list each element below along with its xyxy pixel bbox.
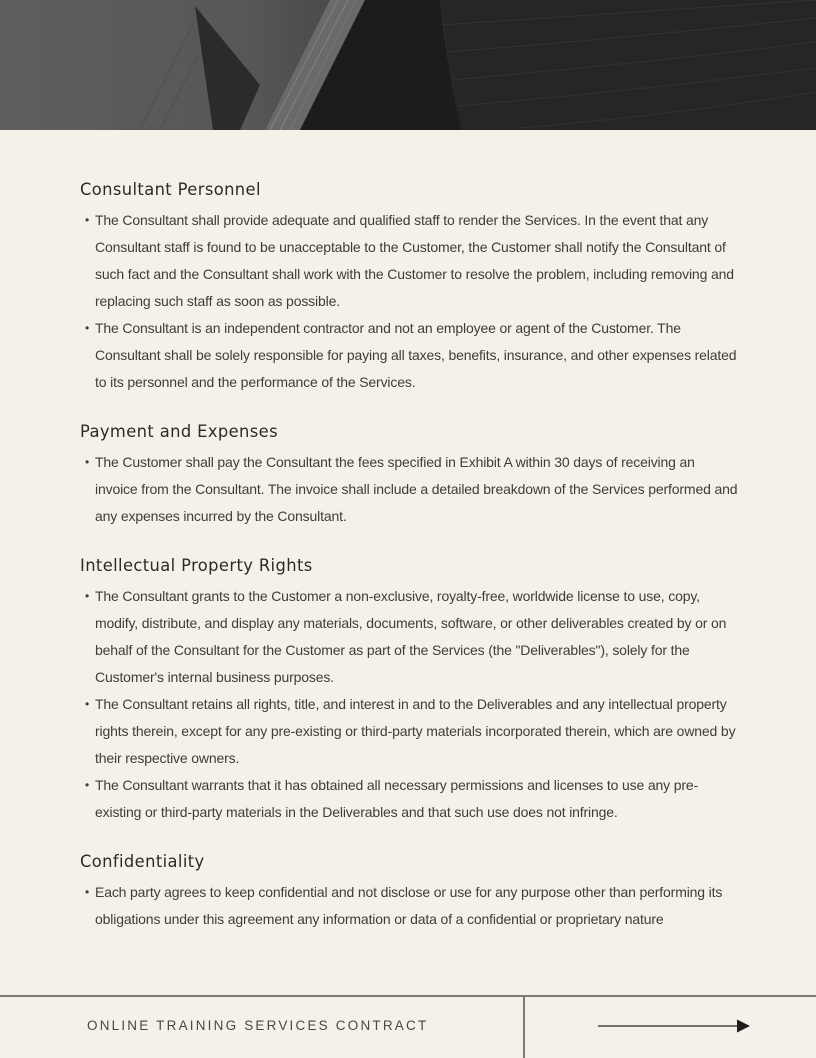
arrow-right-icon[interactable] [598,1019,753,1038]
list-item-text: Each party agrees to keep confidential and not disclose or use for any purpose other than performing its obligations under this agreement any information or data of a confidential or proprietary nature [95,884,723,927]
bullet-icon: • [85,321,90,335]
contract-body [80,178,740,957]
bullet-icon: • [85,589,90,603]
architecture-image [0,0,816,130]
page-footer [0,995,816,1058]
list-item-text: The Consultant retains all rights, title, and interest in and to the Deliverables and any intellectual property rights therein, except for any pre-existing or third-party materials incorporated therein, which are owned by their respective owners. [95,696,736,766]
header-photo [0,0,816,130]
bullet-icon: • [85,697,90,711]
bullet-list [80,879,740,933]
list-item [80,879,740,933]
section-consultant-personnel [80,178,740,396]
list-item-text: The Consultant warrants that it has obtained all necessary permissions and licenses to use any pre-existing or third-party materials in the Deliverables and that such use does not infringe. [95,777,699,820]
footer-divider [523,997,525,1058]
list-item [80,691,740,772]
section-title: Consultant Personnel [80,180,261,200]
list-item [80,315,740,396]
list-item [80,772,740,826]
list-item-text: The Consultant is an independent contractor and not an employee or agent of the Customer. The Consultant shall be solely responsible for paying all taxes, benefits, insurance, and other expenses related to its personnel and the performance of the Services. [95,320,737,390]
footer-document-title: ONLINE TRAINING SERVICES CONTRACT [87,1018,429,1033]
section-title: Intellectual Property Rights [80,556,313,576]
bullet-list [80,583,740,826]
section-intellectual-property [80,554,740,826]
bullet-icon: • [85,213,90,227]
list-item-text: The Consultant grants to the Customer a non-exclusive, royalty-free, worldwide license to use, copy, modify, distribute, and display any materials, documents, software, or other deliverables created by or on behalf of the Consultant for the Customer as part of the Services (the "Deliverables"), solely for the Customer's internal business purposes. [95,588,727,685]
bullet-icon: • [85,885,90,899]
section-title: Payment and Expenses [80,422,278,442]
list-item [80,583,740,691]
bullet-icon: • [85,778,90,792]
list-item-text: The Consultant shall provide adequate and qualified staff to render the Services. In the event that any Consultant staff is found to be unacceptable to the Customer, the Customer shall notify the Consultant of such fact and the Consultant shall work with the Customer to resolve the problem, including removing and replacing such staff as soon as possible. [95,212,734,309]
list-item [80,449,740,530]
bullet-list [80,449,740,530]
bullet-list [80,207,740,396]
section-title: Confidentiality [80,852,205,872]
bullet-icon: • [85,455,90,469]
section-confidentiality [80,850,740,933]
list-item-text: The Customer shall pay the Consultant the fees specified in Exhibit A within 30 days of receiving an invoice from the Consultant. The invoice shall include a detailed breakdown of the Services performed and any expenses incurred by the Consultant. [95,454,738,524]
list-item [80,207,740,315]
section-payment-expenses [80,420,740,530]
